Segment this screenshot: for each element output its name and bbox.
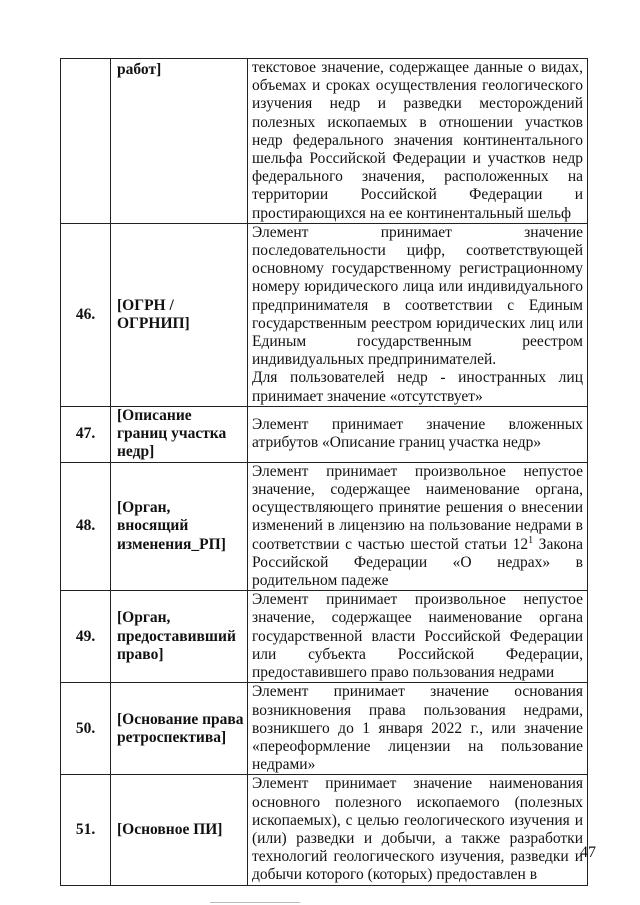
description-paragraph: Для пользователей недр - иностранных лиц принимает значение «отсутствует» [252,369,583,405]
element-name: [Орган, предоставивший право] [111,591,248,683]
scan-edge-line [210,902,300,903]
row-number: 48. [61,462,111,590]
element-description [248,462,588,590]
element-name: [Основание права ретроспектива] [111,683,248,775]
description-paragraph: Элемент принимает значение основания возникновения права пользования недрами, возникшего до 1 января 2022 г., или значение «переоформление лицензии на пользование недрами» [252,683,583,774]
description-paragraph: Элемент принимает значение последовательности цифр, соответствующей основному государственному регистрационному номеру юридического лица или индивидуального предпринимателя в соответствии с Единым государственным реестром юридических лиц или Единым государственным реестром индивидуальных предпринимателей. [252,223,583,369]
article-superscript: 1 [528,534,534,546]
description-text: Элемент принимает произвольное непустое значение, содержащее наименование органа, осуществляющего принятие решения о внесении изменений в лицензию на пользование недрами в соответствии с частью шестой статьи 12 [252,462,583,553]
element-description [248,591,588,683]
table-row [61,683,588,775]
description-paragraph: Элемент принимает произвольное непустое значение, содержащее наименование органа государственной власти Российской Федерации или субъекта Российской Федерации, предоставившего право пользования недрами [252,591,583,682]
element-name: [Описание границ участка недр] [111,406,248,462]
table-row [61,406,588,462]
description-paragraph [252,463,583,590]
element-description [248,775,588,885]
element-name: [Орган, вносящий изменения_РП] [111,462,248,590]
description-paragraph: текстовое значение, содержащее данные о видах, объемах и сроках осуществления геологического изучения недр и разведки месторождений полезных ископаемых в отношении участков недр федерального значения континентального шельфа Российской Федерации и участков недр федерального значения, расположенных на территории Российской Федерации и простирающихся на ее континентальный шельф [252,59,583,222]
description-paragraph: Элемент принимает значение наименования основного полезного ископаемого (полезных ископаемых), с целью геологического изучения и (или) разведки и добычи, а также разработки технологий геологического изучения, разведки и добычи которого (которых) предоставлен в [252,775,583,884]
row-number [61,59,111,224]
page-number: 47 [580,844,596,861]
element-name: работ] [111,59,248,224]
row-number: 46. [61,223,111,406]
element-name: [ОГРН / ОГРНИП] [111,223,248,406]
table-row [61,462,588,590]
description-text: Закона Российской Федерации «О недрах» в родительном падеже [252,535,583,590]
row-number: 51. [61,775,111,885]
element-description [248,683,588,775]
row-number: 50. [61,683,111,775]
description-paragraph: Элемент принимает значение вложенных атрибутов «Описание границ участка недр» [252,416,583,452]
element-description [248,59,588,224]
table-row [61,59,588,224]
element-description [248,406,588,462]
table-row [61,223,588,406]
row-number: 49. [61,591,111,683]
element-name: [Основное ПИ] [111,775,248,885]
regulation-table [60,58,588,886]
row-number: 47. [61,406,111,462]
table-row [61,775,588,885]
element-description [248,223,588,406]
table-row [61,591,588,683]
